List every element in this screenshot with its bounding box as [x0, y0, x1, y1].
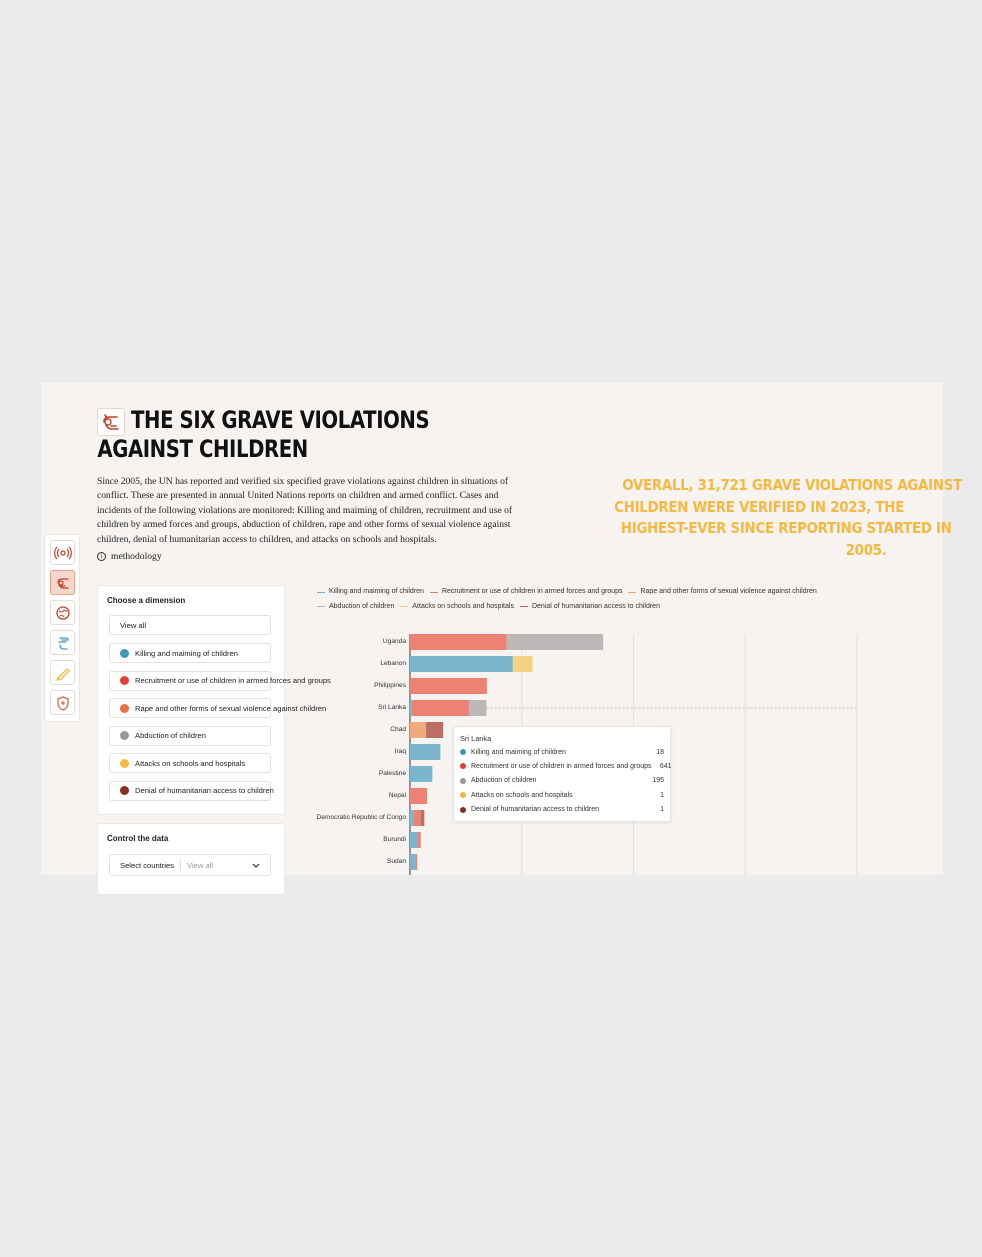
tooltip-row-value: 195	[652, 777, 664, 785]
control-heading: Control the data	[107, 834, 169, 843]
tooltip-dot	[460, 807, 466, 813]
tooltip-row	[460, 805, 664, 815]
methodology-label: methodology	[111, 551, 162, 562]
category-label: Burundi	[383, 836, 406, 843]
callout-line-3: HIGHEST-EVER SINCE REPORTING STARTED IN	[620, 519, 952, 537]
bar-segment[interactable]	[410, 810, 414, 826]
dimension-option-label: Denial of humanitarian access to children	[135, 786, 274, 795]
intro-text: Since 2005, the UN has reported and verified six specified grave violations against children in situations of conflict. These are presented in annual United Nations reports on children and armed conflict. Cases and incidents of the following violations are monitored: Killing and maiming of children, recruitment and use of children by armed forces and groups, abduction of children, rape and other forms of sexual violence against children, denial of humanitarian access to children, and attacks on schools and hospitals.	[97, 476, 513, 545]
dimension-heading: Choose a dimension	[107, 596, 186, 605]
select-label: Select countries	[120, 860, 175, 870]
bar-segment[interactable]	[513, 656, 533, 672]
callout-line-4: 2005.	[846, 540, 887, 559]
bar-segment[interactable]	[421, 810, 425, 826]
bar-segment[interactable]	[410, 700, 412, 716]
legend-label: Recruitment or use of children in armed forces and groups	[441, 588, 623, 596]
title-line-2: AGAINST CHILDREN	[97, 435, 308, 463]
tooltip-row-value: 1	[660, 806, 664, 814]
chart-tooltip	[453, 726, 671, 822]
dimension-option-label: Recruitment or use of children in armed forces and groups	[135, 676, 331, 685]
bar-segment[interactable]	[410, 634, 507, 650]
bar-segment[interactable]	[410, 854, 415, 870]
tooltip-row-value: 641	[659, 762, 672, 770]
category-label: Sri Lanka	[378, 704, 406, 711]
violations-panel	[41, 383, 962, 875]
bar-segment[interactable]	[414, 810, 421, 826]
legend-label: Killing and maiming of children	[329, 588, 424, 596]
bar-segment[interactable]	[412, 700, 469, 716]
title-line-1: THE SIX GRAVE VIOLATIONS	[131, 406, 430, 434]
tooltip-row	[460, 761, 672, 771]
category-label: Palestine	[378, 770, 406, 777]
tooltip-row-label: Recruitment or use of children in armed forces and groups	[471, 762, 652, 770]
tooltip-dot	[460, 778, 466, 784]
legend-label: Attacks on schools and hospitals	[412, 602, 514, 610]
bar-segment[interactable]	[507, 634, 604, 650]
tooltip-row-label: Denial of humanitarian access to children	[471, 806, 600, 814]
callout-line-1: OVERALL, 31,721 GRAVE VIOLATIONS AGAINST	[622, 476, 962, 494]
tooltip-row-label: Abduction of children	[471, 777, 537, 785]
tooltip-row	[460, 790, 664, 800]
tooltip-row	[460, 747, 664, 757]
bar-segment[interactable]	[410, 678, 487, 694]
bar-segment[interactable]	[469, 700, 486, 716]
bar-segment[interactable]	[415, 854, 417, 870]
view-all-label: View all	[120, 620, 147, 630]
dimension-option-label: Killing and maiming of children	[135, 648, 238, 658]
bar-segment[interactable]	[410, 656, 513, 672]
bar-segment[interactable]	[410, 766, 432, 782]
category-label: Lebanon	[380, 660, 406, 667]
tooltip-dot	[460, 749, 466, 755]
bar-segment[interactable]	[410, 744, 440, 760]
dimension-option-label: Abduction of children	[135, 731, 206, 740]
dimension-option-label: Attacks on schools and hospitals	[135, 758, 246, 768]
category-label: Democratic Republic of Congo	[316, 814, 406, 821]
tooltip-row-label: Killing and maiming of children	[471, 748, 566, 756]
category-label: Uganda	[382, 638, 406, 645]
category-label: Nepal	[388, 792, 406, 799]
category-label: Chad	[390, 726, 406, 733]
tooltip-dot	[460, 763, 466, 769]
bar-segment[interactable]	[410, 722, 426, 738]
bar-segment[interactable]	[417, 832, 421, 848]
tooltip-row-value: 18	[656, 748, 664, 756]
info-icon: i	[97, 552, 106, 561]
category-label: Sudan	[386, 858, 406, 865]
tooltip-row	[460, 776, 664, 786]
legend-label: Denial of humanitarian access to children	[531, 602, 660, 610]
category-label: Philippines	[374, 682, 406, 689]
tooltip-row-label: Attacks on schools and hospitals	[471, 791, 573, 799]
legend-label: Abduction of children	[329, 602, 395, 610]
tooltip-title: Sri Lanka	[460, 734, 492, 743]
legend-label: Rape and other forms of sexual violence against children	[640, 588, 817, 596]
tooltip-row-value: 1	[660, 791, 664, 799]
category-label: Iraq	[394, 748, 406, 755]
dimension-option-label: Rape and other forms of sexual violence against children	[135, 703, 327, 713]
tooltip-dot	[460, 792, 466, 798]
select-placeholder: View all	[187, 860, 214, 870]
bar-segment[interactable]	[410, 832, 417, 848]
bar-segment[interactable]	[410, 788, 427, 804]
callout-line-2: CHILDREN WERE VERIFIED IN 2023, THE	[614, 497, 905, 516]
bar-segment[interactable]	[426, 722, 443, 738]
